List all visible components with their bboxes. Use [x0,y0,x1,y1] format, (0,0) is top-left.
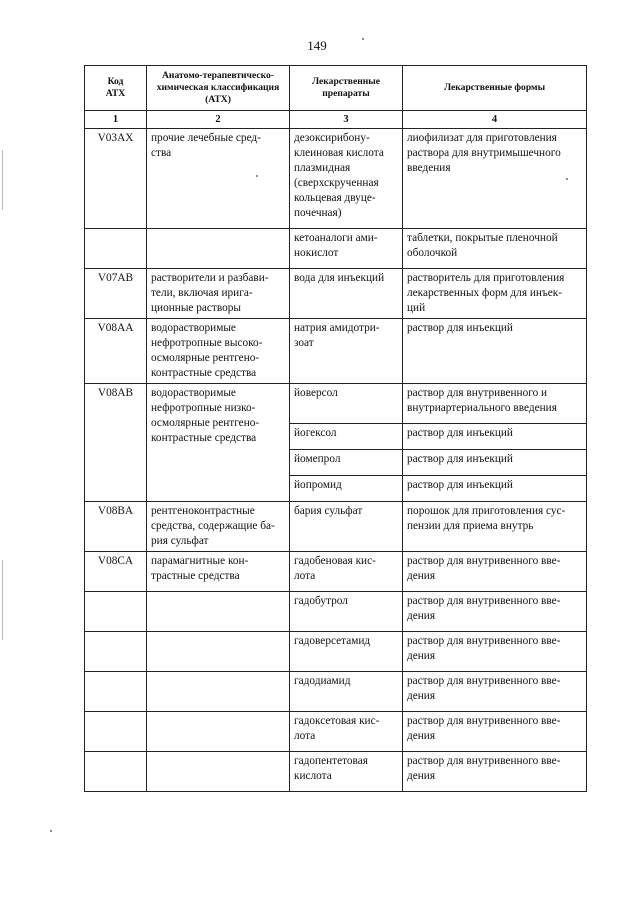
dosage-form-cell-line: раствор для инъекций [407,427,513,439]
dosage-form-cell-line: дения [407,730,436,742]
atx-classification-cell [147,712,290,752]
atx-classification-cell [147,269,290,319]
atx-classification-cell-line: рия сульфат [151,535,209,547]
dosage-form-cell-line: раствор для внутривенного вве- [407,675,561,687]
drug-cell-line: гадопентетовая [294,755,368,767]
atx-classification-cell-line: водорастворимые [151,387,236,399]
drug-cell [290,552,403,592]
drug-cell-line: лота [294,570,316,582]
atx-code-cell [85,672,147,712]
dosage-form-cell-line: ций [407,302,426,314]
drug-cell-line: натрия амидотри- [294,322,380,334]
table-row [85,129,587,229]
atx-code-cell: V08CA [85,552,147,592]
header-dosage-forms: Лекарственные формы [403,66,587,111]
drug-cell-line: плазмидная [294,162,351,174]
drug-cell-line: зоат [294,337,314,349]
atx-classification-cell-line: трастные средства [151,570,240,582]
drug-cell-line: гадодиамид [294,675,351,687]
atx-code-cell [85,712,147,752]
drug-cell [290,424,403,450]
drug-cell-line: гадобеновая кис- [294,555,376,567]
atx-code-cell [85,229,147,269]
atx-classification-cell-line: нефротропные низко- [151,402,256,414]
atx-classification-cell [147,502,290,552]
dosage-form-cell [403,752,587,792]
atx-classification-cell [147,229,290,269]
dosage-form-cell-line: раствор для внутривенного вве- [407,715,561,727]
drug-cell [290,712,403,752]
scan-margin-mark [2,560,3,640]
drug-cell [290,476,403,502]
table-row [85,319,587,384]
drug-cell [290,269,403,319]
atx-classification-cell [147,319,290,384]
drug-cell [290,384,403,424]
atx-code-cell: V08AB [85,384,147,502]
drug-cell [290,502,403,552]
atx-classification-cell [147,384,290,502]
atx-classification-cell [147,672,290,712]
drug-cell [290,129,403,229]
atx-classification-cell [147,552,290,592]
dosage-form-cell-line: раствор для внутривенного вве- [407,635,561,647]
dosage-form-cell [403,384,587,424]
drug-cell-line: дезоксирибону- [294,132,370,144]
drug-cell-line: йоверсол [294,387,338,399]
atx-code-cell: V03AX [85,129,147,229]
drug-cell-line: йопромид [294,479,342,491]
atx-classification-cell-line: осмолярные рентгено- [151,417,260,429]
atx-classification-cell [147,129,290,229]
dosage-form-cell-line: растворитель для приготовления [407,272,565,284]
atx-classification-cell-line: ства [151,147,172,159]
drug-cell-line: почечная) [294,207,342,219]
table-row [85,632,587,672]
dosage-form-cell [403,229,587,269]
drug-cell-line: гадобутрол [294,595,348,607]
drug-cell [290,592,403,632]
atx-drug-table [84,65,587,792]
atx-classification-cell-line: нефротропные высоко- [151,337,263,349]
dosage-form-cell [403,450,587,476]
dosage-form-cell [403,424,587,450]
drug-cell [290,632,403,672]
dosage-form-cell [403,632,587,672]
page-number: 149 [307,38,327,53]
atx-classification-cell-line: водорастворимые [151,322,236,334]
dosage-form-cell [403,712,587,752]
dosage-form-cell-line: таблетки, покрытые пленочной [407,232,558,244]
atx-classification-cell-line: прочие лечебные сред- [151,132,261,144]
header-atx-code: Код АТХ [85,66,147,111]
dosage-form-cell-line: раствор для инъекций [407,453,513,465]
table-body [85,129,587,792]
dosage-form-cell-line: раствор для инъекций [407,322,513,334]
dosage-form-cell [403,672,587,712]
drug-cell-line: кислота [294,770,332,782]
drug-cell-line: кольцевая двуце- [294,192,376,204]
dosage-form-cell [403,319,587,384]
drug-cell [290,672,403,712]
atx-classification-cell [147,632,290,672]
atx-classification-cell [147,752,290,792]
atx-classification-cell-line: контрастные средства [151,432,257,444]
column-number: 1 [85,111,147,129]
dosage-form-cell-line: лекарственных форм для инъек- [407,287,563,299]
drug-cell-line: йомепрол [294,453,341,465]
atx-code-cell [85,592,147,632]
dosage-form-cell-line: раствор для внутривенного и [407,387,548,399]
table-row [85,269,587,319]
dosage-form-cell-line: раствор для внутривенного вве- [407,755,561,767]
table-row [85,552,587,592]
dosage-form-cell [403,129,587,229]
atx-classification-cell [147,592,290,632]
scan-margin-mark [2,150,3,210]
drug-cell-line: бария сульфат [294,505,363,517]
dosage-form-cell-line: раствор для внутривенного вве- [407,555,561,567]
atx-classification-cell-line: рентгеноконтрастные [151,505,255,517]
column-number: 4 [403,111,587,129]
dosage-form-cell-line: оболочкой [407,247,458,259]
atx-classification-cell-line: парамагнитные кон- [151,555,249,567]
drug-cell [290,319,403,384]
table-header-row [85,66,587,111]
atx-classification-cell-line: контрастные средства [151,367,257,379]
drug-cell-line: йогексол [294,427,337,439]
atx-code-cell [85,752,147,792]
table-row [85,502,587,552]
dosage-form-cell [403,592,587,632]
dosage-form-cell [403,552,587,592]
dosage-form-cell-line: пензии для приема внутрь [407,520,534,532]
drug-cell [290,229,403,269]
drug-cell [290,450,403,476]
dosage-form-cell-line: внутриартериального введения [407,402,557,414]
dosage-form-cell-line: дения [407,610,436,622]
dosage-form-cell-line: дения [407,650,436,662]
dosage-form-cell-line: раствор для инъекций [407,479,513,491]
dosage-form-cell-line: порошок для приготовления сус- [407,505,566,517]
dosage-form-cell [403,269,587,319]
drug-cell-line: гадоверсетамид [294,635,371,647]
drug-cell-line: нокислот [294,247,339,259]
atx-classification-cell-line: растворители и разбави- [151,272,269,284]
dosage-form-cell [403,476,587,502]
drug-cell-line: (сверхскрученная [294,177,379,189]
header-atx-classification: Анатомо-терапевтическо- химическая классификация (АТХ) [147,66,290,111]
dosage-form-cell-line: раствора для внутримышечного [407,147,561,159]
atx-classification-cell-line: ционные растворы [151,302,242,314]
dosage-form-cell-line: лиофилизат для приготовления [407,132,557,144]
atx-code-cell [85,632,147,672]
drug-cell-line: клеиновая кислота [294,147,384,159]
atx-classification-cell-line: средства, содержащие ба- [151,520,275,532]
atx-classification-cell-line: тели, включая ирига- [151,287,253,299]
scan-speck [50,830,52,832]
column-number-row [85,111,587,129]
dosage-form-cell-line: дения [407,690,436,702]
drug-cell [290,752,403,792]
dosage-form-cell-line: введения [407,162,451,174]
table-row [85,752,587,792]
table-row [85,712,587,752]
table-row [85,384,587,424]
table-row [85,672,587,712]
dosage-form-cell-line: дения [407,570,436,582]
atx-code-cell: V08BA [85,502,147,552]
drug-cell-line: вода для инъекций [294,272,385,284]
table-row [85,592,587,632]
dosage-form-cell-line: раствор для внутривенного вве- [407,595,561,607]
drug-cell-line: лота [294,730,316,742]
atx-code-cell: V08AA [85,319,147,384]
dosage-form-cell-line: дения [407,770,436,782]
drug-cell-line: гадоксетовая кис- [294,715,380,727]
drug-cell-line: кетоаналоги ами- [294,232,378,244]
dosage-form-cell [403,502,587,552]
column-number: 2 [147,111,290,129]
table-row [85,229,587,269]
atx-code-cell: V07AB [85,269,147,319]
header-drugs: Лекарственные препараты [290,66,403,111]
atx-classification-cell-line: осмолярные рентгено- [151,352,260,364]
column-number: 3 [290,111,403,129]
